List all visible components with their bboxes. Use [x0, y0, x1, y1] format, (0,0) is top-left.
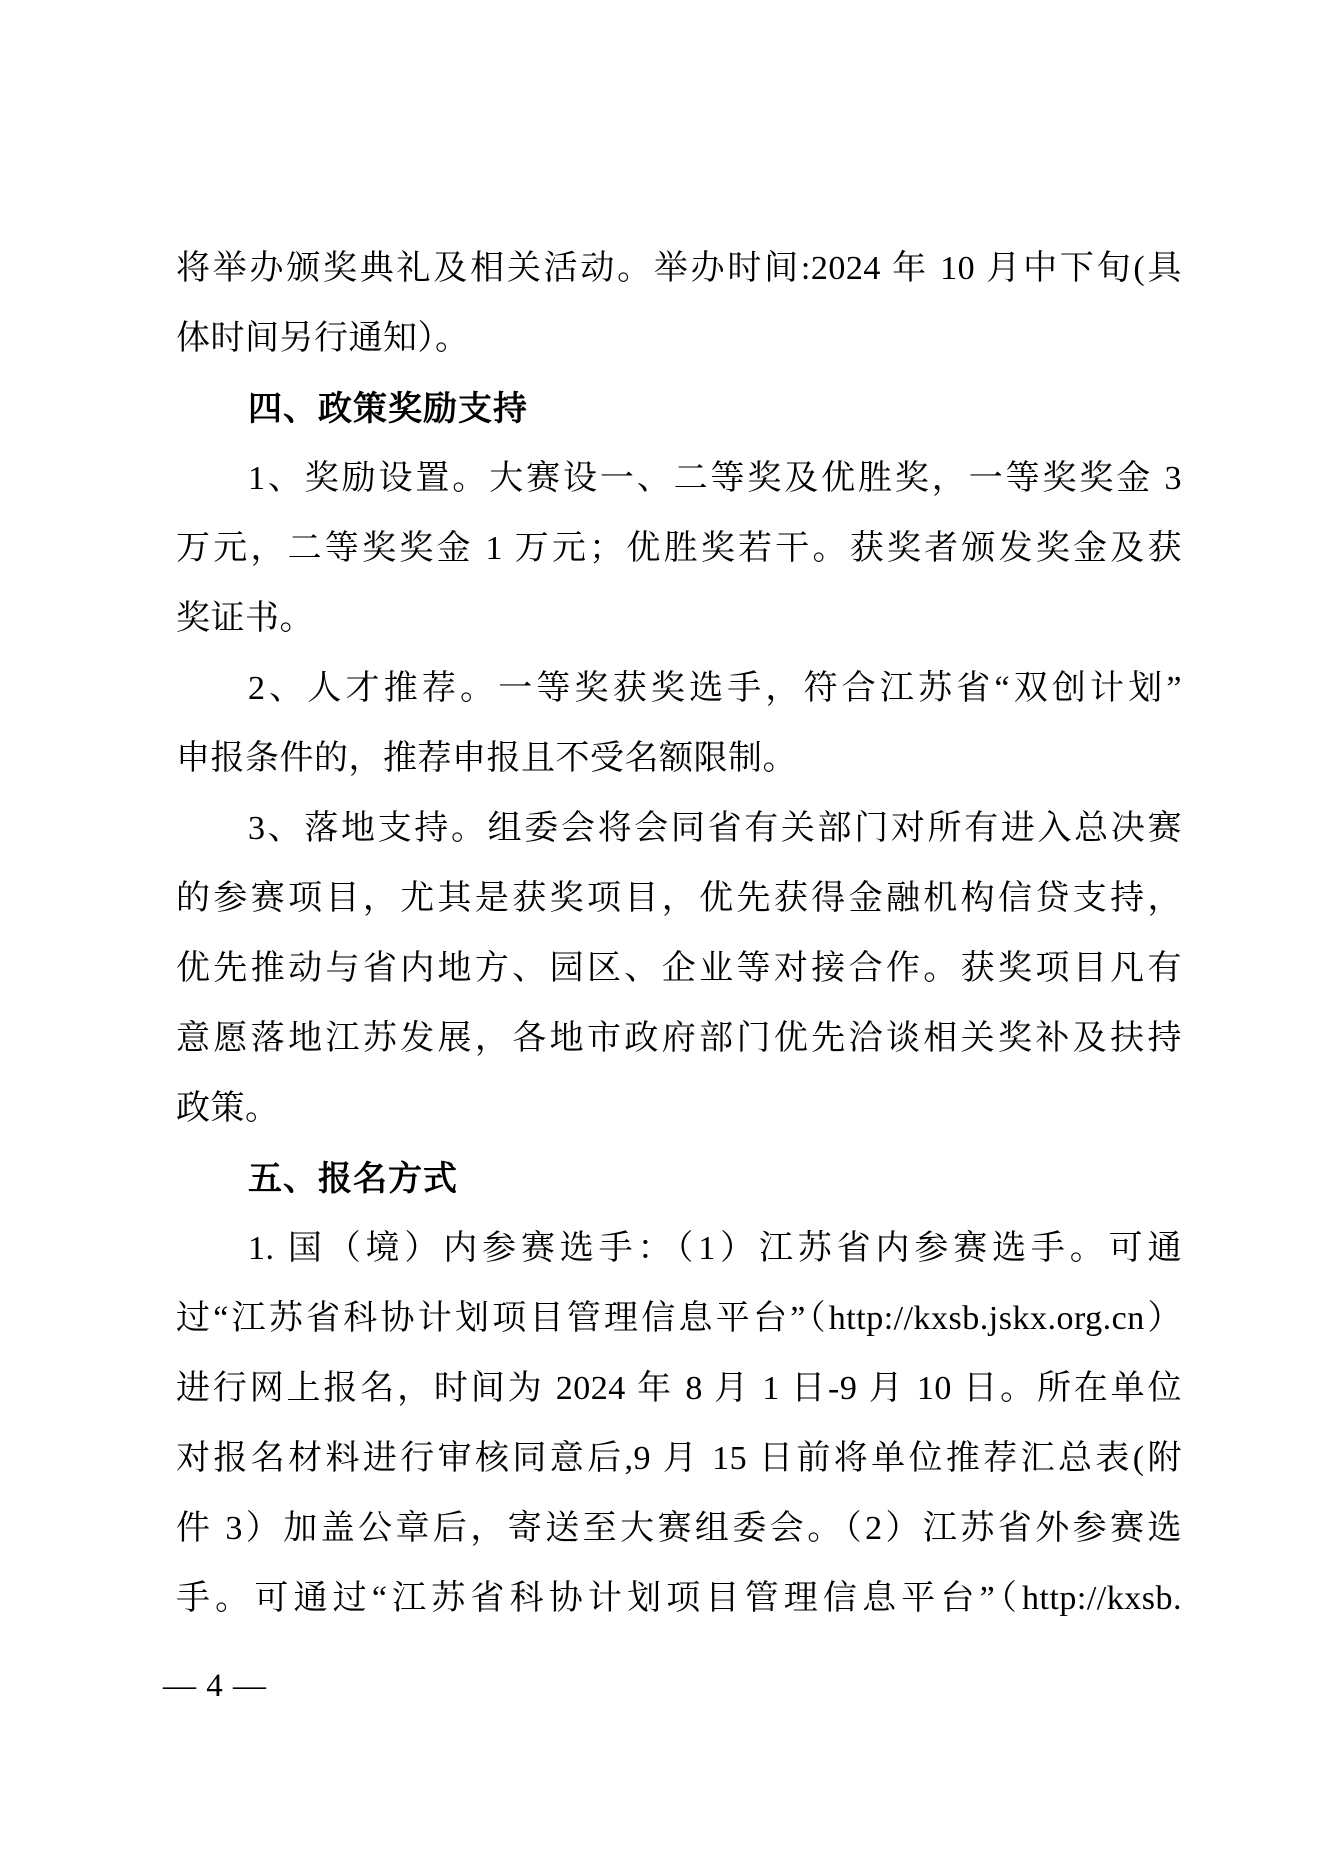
text-line: 的参赛项目，尤其是获奖项目，优先获得金融机构信贷支持，	[176, 880, 1182, 917]
text-line: 1、奖励设置。大赛设一、二等奖及优胜奖，一等奖奖金 3	[248, 460, 1182, 497]
text-line: 体时间另行通知）。	[176, 320, 470, 357]
text-line: 进行网上报名，时间为 2024 年 8 月 1 日-9 月 10 日。所在单位	[176, 1370, 1182, 1407]
text-line: 万元，二等奖奖金 1 万元；优胜奖若干。获奖者颁发奖金及获	[176, 530, 1182, 567]
text-line: 手。可通过“江苏省科协计划项目管理信息平台”（http://kxsb.	[176, 1580, 1182, 1617]
text-line: 件 3）加盖公章后，寄送至大赛组委会。（2）江苏省外参赛选	[176, 1510, 1182, 1547]
text-line: 意愿落地江苏发展，各地市政府部门优先洽谈相关奖补及扶持	[176, 1020, 1182, 1057]
text-line: 将举办颁奖典礼及相关活动。举办时间:2024 年 10 月中下旬(具	[176, 250, 1182, 287]
text-line: 申报条件的，推荐申报且不受名额限制。	[176, 740, 797, 777]
text-line: 政策。	[176, 1090, 280, 1127]
text-line: 奖证书。	[176, 600, 314, 637]
section-heading: 四、政策奖励支持	[248, 390, 528, 428]
page-number: — 4 —	[163, 1668, 267, 1704]
text-line: 优先推动与省内地方、园区、企业等对接合作。获奖项目凡有	[176, 950, 1182, 987]
text-line: 2、人才推荐。一等奖获奖选手，符合江苏省“双创计划”	[248, 670, 1182, 707]
text-line: 过“江苏省科协计划项目管理信息平台”（http://kxsb.jskx.org.cn）	[176, 1300, 1182, 1337]
text-line: 1. 国（境）内参赛选手：（1）江苏省内参赛选手。可通	[248, 1230, 1182, 1267]
document-text-block	[176, 234, 1182, 1634]
text-line: 对报名材料进行审核同意后,9 月 15 日前将单位推荐汇总表(附	[176, 1440, 1182, 1477]
section-heading: 五、报名方式	[248, 1160, 458, 1198]
text-line: 3、落地支持。组委会将会同省有关部门对所有进入总决赛	[248, 810, 1182, 847]
